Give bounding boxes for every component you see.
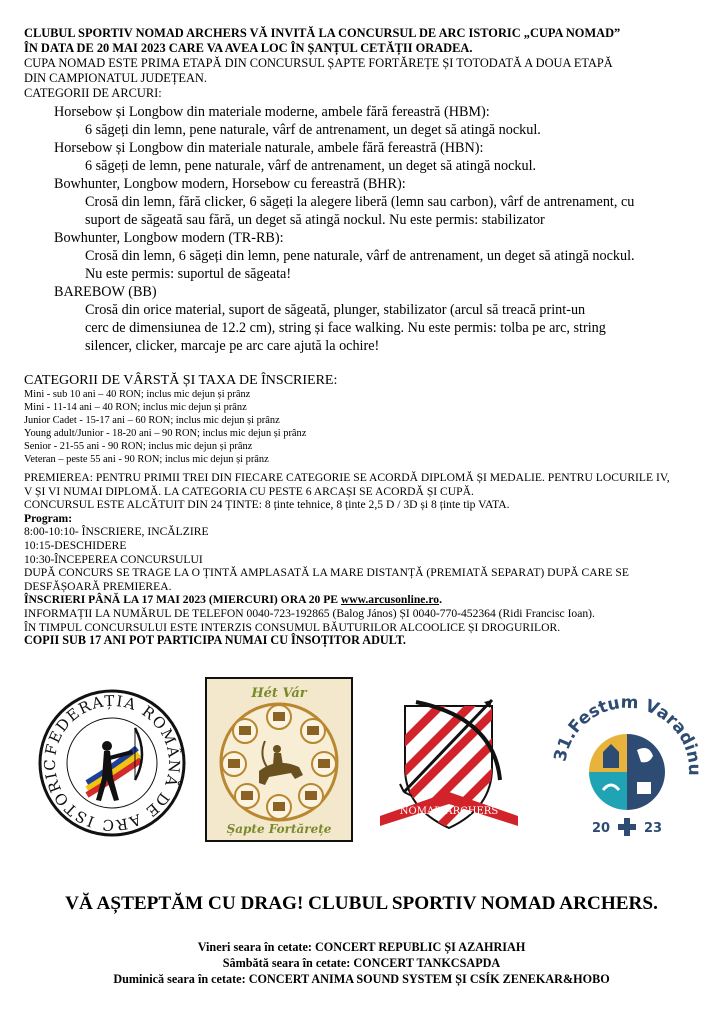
category-hbm-desc: 6 săgeți din lemn, pene naturale, vârf de antrenament, un deget să atingă nockul.	[85, 122, 541, 138]
hetvar-logo	[205, 677, 353, 842]
bow-categories-title: CATEGORII DE ARCURI:	[24, 86, 162, 100]
program-item: 10:30-ÎNCEPEREA CONCURSULUI	[24, 552, 203, 566]
after-line-1: DUPĂ CONCURS SE TRAGE LA O ȚINTĂ AMPLASATĂ LA MARE DISTANȚĂ (PREMIATĂ SEPARAT) DUPĂ CARE SE	[24, 566, 629, 580]
category-bb-name: BAREBOW (BB)	[54, 284, 157, 300]
nomad-archers-logo	[372, 688, 526, 838]
program-title: Program:	[24, 511, 73, 525]
targets-line: CONCURSUL ESTE ALCĂTUIT DIN 24 ȚINTE: 8 ținte tehnice, 8 ținte 2,5 D / 3D și 8 ținte tip VATA.	[24, 498, 510, 512]
prizes-line-1: PREMIEREA: PENTRU PRIMII TREI DIN FIECARE CATEGORIE SE ACORDĂ DIPLOMĂ ȘI MEDALIE. PENTRU LOCURILE IV,	[24, 471, 670, 484]
footer-line-2: Sâmbătă seara în cetate: CONCERT TANKCSAPDA	[222, 956, 501, 970]
category-bhr-name: Bowhunter, Longbow modern, Horsebow cu fereastră (BHR):	[54, 176, 406, 192]
bow-categories	[24, 103, 704, 355]
age-line: Mini - sub 10 ani – 40 RON; inclus mic dejun și prânz	[24, 389, 251, 400]
category-bb-desc-3: silencer, clicker, marcaje pe arc care ajută la ochire!	[85, 338, 380, 354]
category-trrb-desc-1: Crosă din lemn, 6 săgeți din lemn, pene naturale, vârf de antrenament, un deget să atingă nockul.	[85, 248, 635, 264]
slogan: VĂ AȘTEPTĂM CU DRAG! CLUBUL SPORTIV NOMAD ARCHERS.	[65, 893, 658, 914]
hetvar-bottom-text: Șapte Fortărețe	[226, 822, 332, 836]
prizes-line-2: V ȘI VI NUMAI DIPLOMĂ. LA CATEGORIA CU PESTE 6 ARCAȘI SE ACORDĂ ȘI CUPĂ.	[24, 484, 474, 498]
header-line-1: CLUBUL SPORTIV NOMAD ARCHERS VĂ INVITĂ LA CONCURSUL DE ARC ISTORIC „CUPA NOMAD”	[24, 26, 621, 40]
after-line-2: DESFĂȘOARĂ PREMIEREA.	[24, 579, 172, 593]
category-bb-desc-2: cerc de dimensiunea de 12.2 cm), string și face walking. Nu este permis: tolba pe arc, string	[85, 320, 606, 336]
category-bhr-desc-2: suport de săgeată sau fără, un deget să atingă nockul. Nu este permis: stabilizator	[85, 212, 545, 228]
federation-logo	[37, 688, 187, 838]
category-hbm-name: Horsebow și Longbow din materiale moderne, ambele fără fereastră (HBM):	[54, 104, 490, 120]
category-bhr-desc-1: Crosă din lemn, fără clicker, 6 săgeți la alegere liberă (lemn sau carbon), vârf de antrenament, cu	[85, 194, 635, 210]
hetvar-top-text: Hét Vár	[251, 686, 307, 701]
registration-end: .	[439, 593, 442, 607]
age-line: Mini - 11-14 ani – 40 RON; inclus mic dejun și prânz	[24, 401, 247, 413]
header-line-4: DIN CAMPIONATUL JUDEȚEAN.	[24, 71, 207, 85]
header-line-3: CUPA NOMAD ESTE PRIMA ETAPĂ DIN CONCURSUL ȘAPTE FORTĂREȚE ȘI TOTODATĂ A DOUA ETAPĂ	[24, 56, 613, 70]
category-hbn-name: Horsebow și Longbow din materiale naturale, ambele fără fereastră (HBN):	[54, 140, 484, 156]
age-line: Veteran – peste 55 ani - 90 RON; inclus mic dejun și prânz	[24, 453, 269, 465]
info-block	[24, 471, 714, 648]
footer-line-3: Duminică seara în cetate: CONCERT ANIMA SOUND SYSTEM ȘI CSÍK ZENEKAR&HOBO	[113, 972, 610, 986]
nomad-banner-text: NOMAD ARCHERS	[399, 806, 499, 817]
cross-icon	[618, 818, 636, 836]
header-line-2: ÎN DATA DE 20 MAI 2023 CARE VA AVEA LOC ÎN ȘANȚUL CETĂȚII ORADEA.	[24, 41, 473, 55]
registration-link[interactable]: www.arcusonline.ro	[340, 593, 440, 607]
category-hbn-desc: 6 săgeți de lemn, pene naturale, vârf de antrenament, un deget să atingă nockul.	[85, 158, 537, 174]
phone-line: INFORMAȚII LA NUMĂRUL DE TELEFON 0040-723-192865 (Balog János) ȘI 0040-770-452364 (Ridi Francisc Ioan).	[24, 606, 595, 620]
age-line: Senior - 21-55 ani - 90 RON; inclus mic dejun și prânz	[24, 440, 253, 452]
minors-line: COPII SUB 17 ANI POT PARTICIPA NUMAI CU ÎNSOȚITOR ADULT.	[24, 633, 406, 648]
program-item: 10:15-DESCHIDERE	[24, 538, 127, 552]
program-item: 8:00-10:10- ÎNSCRIERE, INCĂLZIRE	[24, 525, 209, 539]
age-line: Junior Cadet - 15-17 ani – 60 RON; inclus mic dejun și prânz	[24, 414, 280, 426]
concert-footer	[0, 939, 723, 987]
festum-logo	[553, 694, 701, 842]
category-bb-desc-1: Crosă din orice material, suport de săgeată, plunger, stabilizator (arcul să treacă print-un	[85, 302, 586, 318]
footer-line-1: Vineri seara în cetate: CONCERT REPUBLIC ȘI AZAHRIAH	[197, 940, 526, 954]
alcohol-line: ÎN TIMPUL CONCURSULUI ESTE INTERZIS CONSUMUL BĂUTURILOR ALCOOLICE ȘI DROGURILOR.	[24, 620, 561, 634]
age-categories-title: CATEGORII DE VÂRSTĂ ȘI TAXA DE ÎNSCRIERE:	[24, 373, 338, 388]
age-line: Young adult/Junior - 18-20 ani – 90 RON; inclus mic dejun și prânz	[24, 427, 307, 439]
festum-title-text: 1.Festum Varadi	[554, 694, 701, 754]
category-trrb-name: Bowhunter, Longbow modern (TR-RB):	[54, 230, 284, 246]
registration-line	[24, 593, 714, 607]
registration-text: ÎNSCRIERI PÂNĂ LA 17 MAI 2023 (MIERCURI) ORA 20 PE	[24, 593, 341, 607]
age-list	[24, 389, 714, 466]
category-trrb-desc-2: Nu este permis: suportul de săgeata!	[85, 266, 292, 282]
festum-year-left: 20	[591, 821, 611, 836]
festum-year-right: 23	[643, 821, 663, 836]
federation-text: FEDERAȚIA ROMÂNĂ DE ARC ISTORIC	[40, 691, 184, 835]
